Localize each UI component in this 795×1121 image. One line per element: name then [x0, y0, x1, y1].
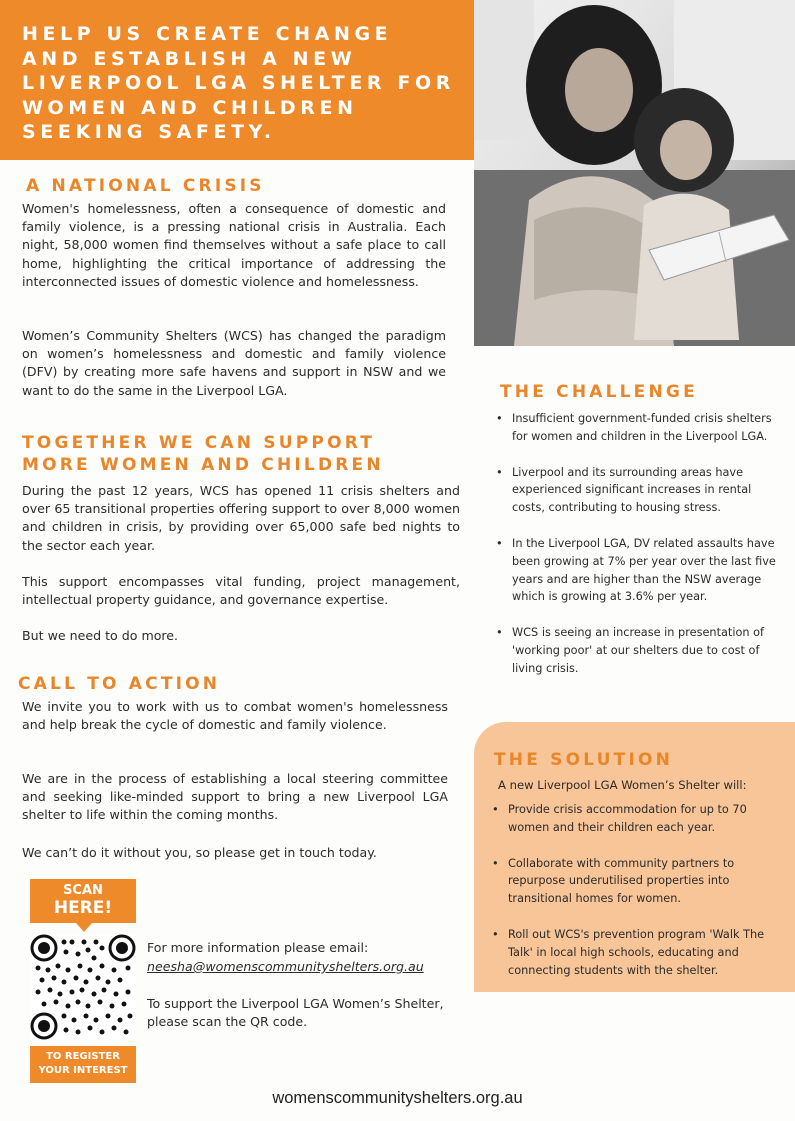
qr-code-icon[interactable] — [30, 934, 136, 1040]
challenge-item: • Liverpool and its surrounding areas have experienced significant increases in rental costs, contributing to housing stress. — [496, 464, 778, 517]
call-to-action-paragraph-1: We invite you to work with us to combat women's homelessness and help break the cycle of domestic and family violence. — [22, 699, 448, 733]
together-paragraph-1: During the past 12 years, WCS has opened 11 crisis shelters and over 65 transitional properties offering support to over 8,000 women and children in crisis, by providing over 65,000 safe bed nights to the sector each year. — [22, 483, 460, 553]
challenge-heading: THE CHALLENGE — [500, 382, 698, 402]
solution-intro: A new Liverpool LGA Women’s Shelter will: — [498, 778, 747, 792]
mother-and-child-reading-photo — [474, 0, 795, 346]
support-line-1: To support the Liverpool LGA Women’s Shelter, — [147, 996, 444, 1011]
national-crisis-paragraph-1: Women's homelessness, often a consequence of domestic and family violence, is a pressing national crisis in Australia. Each night, 58,000 women find themselves without a safe place to call home, highlighting the critical importance of addressing the interconnected issues of domestic violence and homelessness. — [22, 201, 446, 289]
register-line-2: YOUR INTEREST — [38, 1065, 128, 1076]
challenge-list — [496, 410, 778, 696]
hero-banner — [0, 0, 474, 160]
solution-heading: THE SOLUTION — [494, 750, 674, 770]
call-to-action-paragraph-3: We can’t do it without you, so please get in touch today. — [22, 845, 377, 860]
email-link[interactable]: neesha@womenscommunityshelters.org.au — [147, 959, 424, 974]
national-crisis-heading: A NATIONAL CRISIS — [26, 176, 265, 196]
challenge-item: • In the Liverpool LGA, DV related assaults have been growing at 7% per year over the last five years and are higher than the NSW average which is growing at 3.6% per year. — [496, 535, 778, 606]
hero-title: HELP US CREATE CHANGE AND ESTABLISH A NEW LIVERPOOL LGA SHELTER FOR WOMEN AND CHILDREN SEEKING SAFETY. — [22, 23, 455, 143]
together-heading-line-2: MORE WOMEN AND CHILDREN — [22, 455, 384, 475]
together-heading-line-1: TOGETHER WE CAN SUPPORT — [22, 433, 376, 453]
solution-item: • Roll out WCS's prevention program 'Walk The Talk' in local high schools, educating and connecting students with the shelter. — [492, 926, 778, 979]
call-to-action-heading: CALL TO ACTION — [18, 674, 221, 694]
national-crisis-paragraph-2: Women’s Community Shelters (WCS) has changed the paradigm on women’s homelessness and domestic and family violence (DFV) by creating more safe havens and support in NSW and we want to do the same in the Liverpool LGA. — [22, 328, 446, 398]
scan-label: SCAN — [63, 883, 103, 898]
footer-website-url[interactable]: womenscommunityshelters.org.au — [272, 1089, 523, 1107]
here-label: HERE! — [53, 898, 113, 918]
together-paragraph-2: This support encompasses vital funding, project management, intellectual property guidance, and governance expertise. — [22, 574, 460, 608]
solution-list — [492, 801, 778, 997]
email-prompt: For more information please email: — [147, 940, 369, 955]
challenge-item: • Insufficient government-funded crisis shelters for women and children in the Liverpool LGA. — [496, 410, 778, 446]
solution-item: • Collaborate with community partners to repurpose underutilised properties into transitional homes for women. — [492, 855, 778, 908]
together-paragraph-3: But we need to do more. — [22, 628, 179, 643]
solution-item: • Provide crisis accommodation for up to 70 women and their children each year. — [492, 801, 778, 837]
challenge-item: • WCS is seeing an increase in presentation of 'working poor' at our shelters due to cost of living crisis. — [496, 624, 778, 677]
call-to-action-paragraph-2: We are in the process of establishing a local steering committee and seeking like-minded support to bring a new Liverpool LGA shelter to life within the coming months. — [22, 771, 448, 823]
scan-here-tag — [30, 879, 136, 923]
photo-illustration-icon — [474, 0, 795, 346]
register-interest-tag — [30, 1046, 136, 1083]
support-line-2: please scan the QR code. — [147, 1014, 308, 1029]
register-line-1: TO REGISTER — [46, 1051, 120, 1062]
